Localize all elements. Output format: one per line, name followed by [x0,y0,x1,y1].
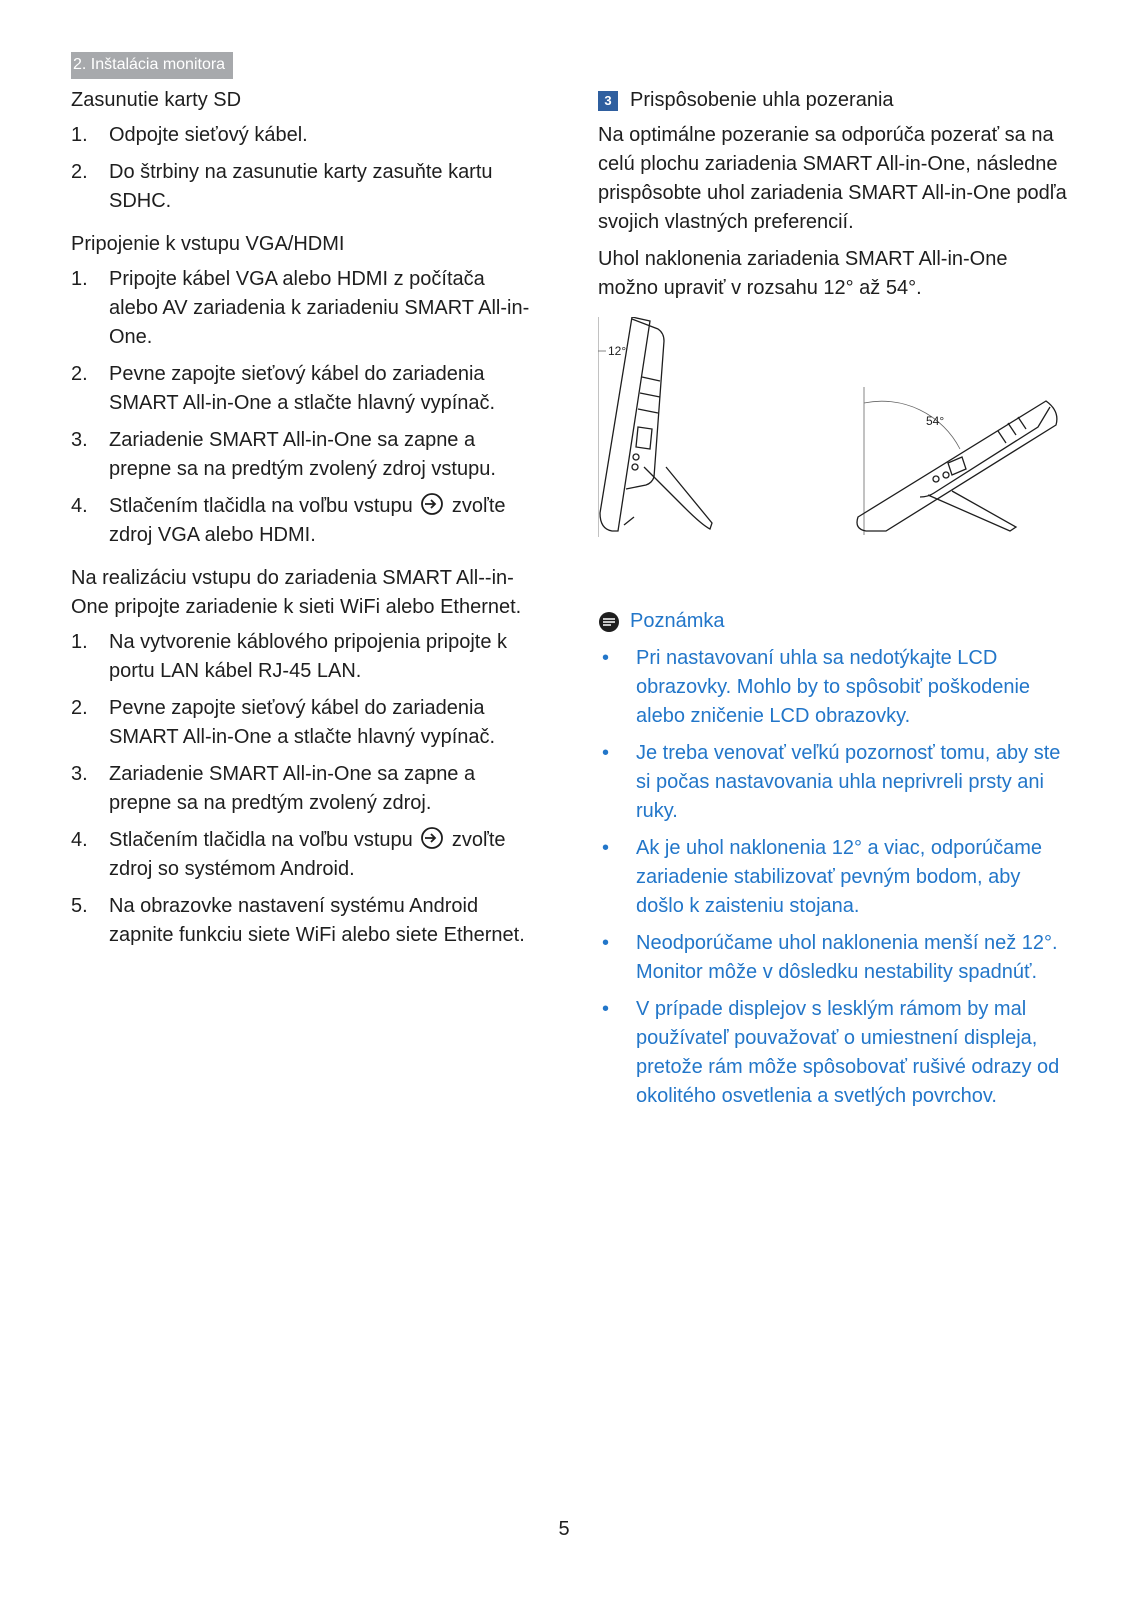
list-item [71,826,531,884]
item-number: 2. [71,697,88,719]
step-title: Prispôsobenie uhla pozerania [630,89,894,111]
list-item [71,121,531,150]
step-heading [598,86,1068,115]
item-text: Zariadenie SMART All-in-One sa zapne a prepne sa na predtým zvolený zdroj. [109,763,476,814]
item-text: Pripojte kábel VGA alebo HDMI z počítača alebo AV zariadenia k zariadeniu SMART All-in-One. [109,268,530,348]
item-number: 4. [71,495,88,517]
step-paragraph: Na optimálne pozeranie sa odporúča pozerať sa na celú plochu zariadenia SMART All-in-One, následne prispôsobte uhol zariadenia SMART All-in-One podľa svojich vlastných preferencií. [598,124,1067,233]
wifi-heading: Na realizáciu vstupu do zariadenia SMART All--in-One pripojte zariadenie k sieti WiFi alebo Ethernet. [71,567,522,618]
item-number: 3. [71,763,88,785]
item-number: 1. [71,631,88,653]
section-tag: 2. Inštalácia monitora [71,52,233,79]
vga-heading: Pripojenie k vstupu VGA/HDMI [71,233,345,255]
item-text: Pevne zapojte sieťový kábel do zariadenia SMART All-in-One a stlačte hlavný vypínač. [109,363,496,414]
vga-steps [71,265,531,550]
sd-heading: Zasunutie karty SD [71,89,242,111]
right-column [598,86,1068,1119]
tilt-angle-figure [598,317,1068,549]
item-text-after: zvoľte zdroj so systémom Android. [109,829,506,880]
input-select-icon [420,826,444,850]
sd-steps [71,121,531,216]
item-text: Zariadenie SMART All-in-One sa zapne a prepne sa na predtým zvolený zdroj vstupu. [109,429,496,480]
note-heading [598,607,1068,636]
monitor-tilt-illustration [598,317,1068,549]
list-item [71,492,531,550]
step-paragraph: Uhol naklonenia zariadenia SMART All-in-One možno upraviť v rozsahu 12° až 54°. [598,248,1008,299]
item-text: Odpojte sieťový kábel. [109,124,308,146]
item-text: Na vytvorenie káblového pripojenia pripojte k portu LAN kábel RJ-45 LAN. [109,631,508,682]
list-item [71,694,531,752]
note-icon [598,611,620,633]
angle-min-label: 12° [608,344,627,358]
input-select-icon [420,492,444,516]
list-item [71,426,531,484]
note-item: • Pri nastavovaní uhla sa nedotýkajte LCD obrazovky. Mohlo by to spôsobiť poškodenie alebo zničenie LCD obrazovky. [598,644,1068,731]
item-number: 2. [71,363,88,385]
item-number: 4. [71,829,88,851]
item-text-after: zvoľte zdroj VGA alebo HDMI. [109,495,506,546]
item-number: 1. [71,268,88,290]
item-number: 2. [71,161,88,183]
left-column [71,86,531,958]
note-list [598,644,1068,1111]
list-item [71,760,531,818]
note-item: • Neodporúčame uhol naklonenia menší než 12°. Monitor môže v dôsledku nestability spadnúť. [598,929,1068,987]
item-number: 3. [71,429,88,451]
item-text: Do štrbiny na zasunutie karty zasuňte kartu SDHC. [109,161,493,212]
list-item [71,360,531,418]
note-item: • V prípade displejov s lesklým rámom by mal používateľ pouvažovať o umiestnení displeja, pretože rám môže spôsobovať rušivé odrazy od okolitého osvetlenia a svetlých povrchov. [598,995,1068,1111]
note-item: • Je treba venovať veľkú pozornosť tomu, aby ste si počas nastavovania uhla neprivreli prsty ani ruky. [598,739,1068,826]
list-item [71,628,531,686]
item-text: Na obrazovke nastavení systému Android zapnite funkciu siete WiFi alebo siete Ethernet. [109,895,525,946]
note-item: • Ak je uhol naklonenia 12° a viac, odporúčame zariadenie stabilizovať pevným bodom, aby došlo k zaisteniu stojana. [598,834,1068,921]
wifi-steps [71,628,531,950]
angle-max-label: 54° [926,414,945,428]
item-text: Pevne zapojte sieťový kábel do zariadenia SMART All-in-One a stlačte hlavný vypínač. [109,697,496,748]
item-text-before: Stlačením tlačidla na voľbu vstupu [109,829,413,851]
page-number: 5 [558,1518,570,1540]
list-item [71,158,531,216]
item-number: 5. [71,895,88,917]
list-item [71,892,531,950]
item-text-before: Stlačením tlačidla na voľbu vstupu [109,495,413,517]
note-title: Poznámka [630,610,725,632]
list-item [71,265,531,352]
step-badge: 3 [598,91,618,111]
item-number: 1. [71,124,88,146]
